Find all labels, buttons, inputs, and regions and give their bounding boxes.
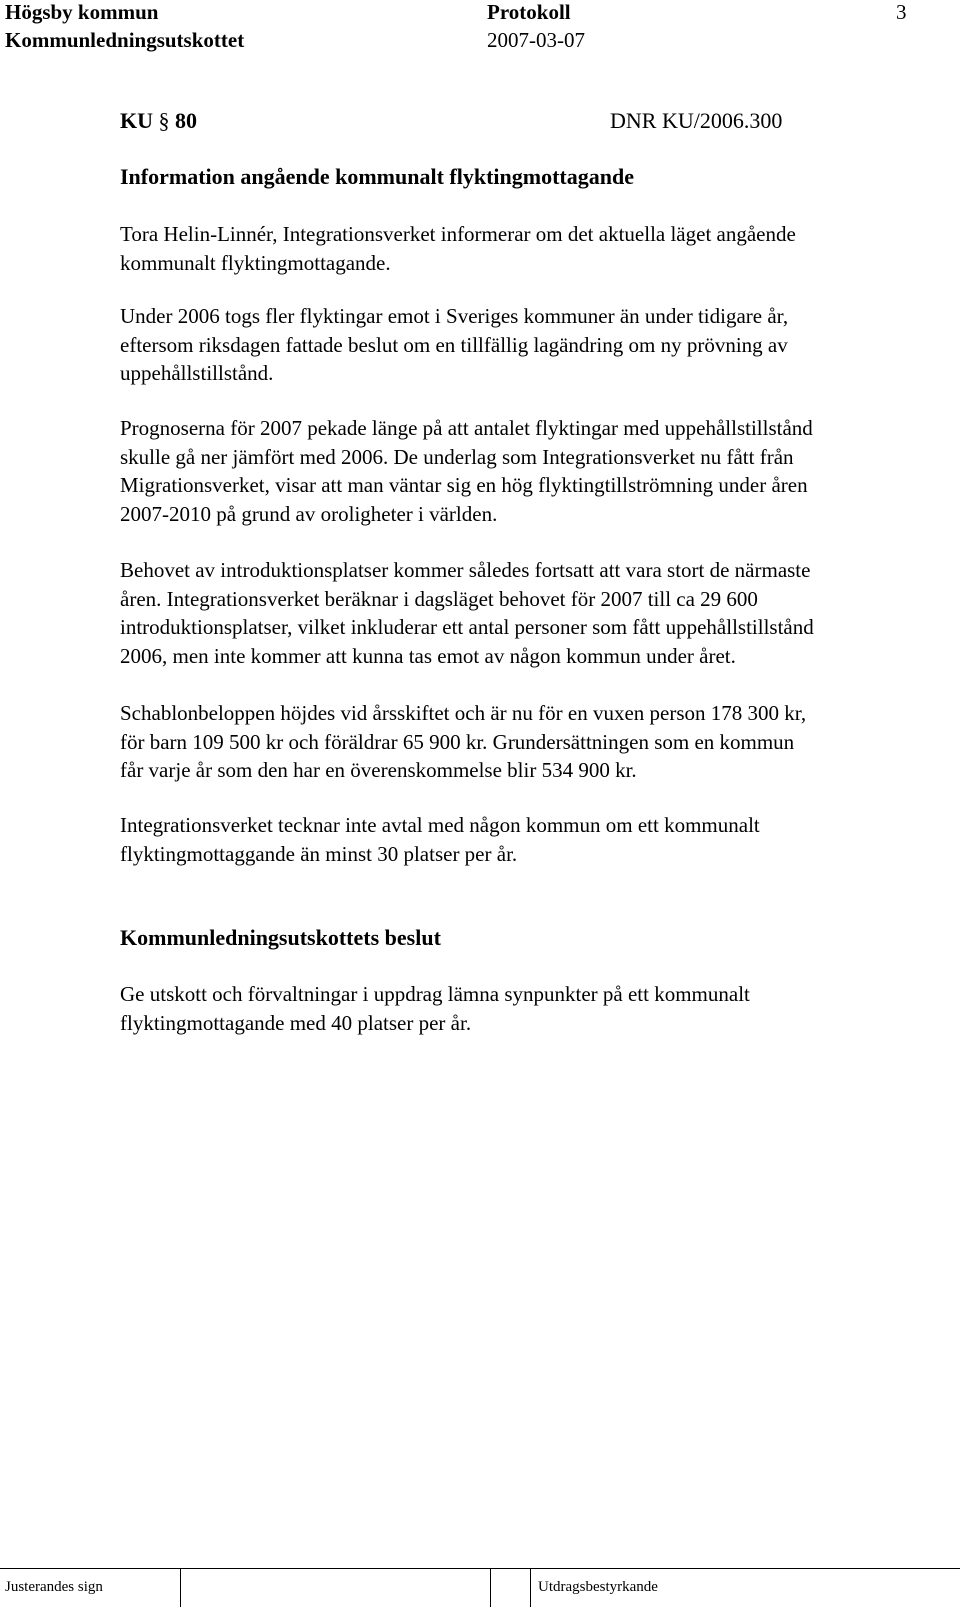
section-symbol: § [158, 108, 170, 133]
committee-name: Kommunledningsutskottet [5, 28, 245, 52]
paragraph-line: Integrationsverket tecknar inte avtal med någon kommun om ett kommunalt [120, 813, 760, 837]
adjuster-sign-label: Justerandes sign [5, 1579, 103, 1595]
case-number-value: 80 [175, 108, 197, 133]
paragraph [120, 699, 950, 785]
paragraph-line: kommunalt flyktingmottagande. [120, 250, 391, 275]
paragraph [120, 220, 950, 277]
paragraph-line: Tora Helin-Linnér, Integrationsverket informerar om det aktuella läget angående [120, 222, 796, 246]
page-number: 3 [896, 0, 907, 24]
decision-heading: Kommunledningsutskottets beslut [120, 925, 441, 950]
case-number [120, 108, 197, 134]
organization-name: Högsby kommun [5, 0, 159, 24]
paragraph-line: Under 2006 togs fler flyktingar emot i Sveriges kommuner än under tidigare år, [120, 304, 789, 328]
footer-divider [530, 1568, 531, 1607]
paragraph [120, 811, 950, 868]
paragraph-line: Prognoserna för 2007 pekade länge på att antalet flyktingar med uppehållstillstånd [120, 416, 813, 440]
case-prefix: KU [120, 108, 153, 133]
paragraph-line: uppehållstillstånd. [120, 361, 274, 385]
dnr-reference: DNR KU/2006.300 [610, 108, 783, 133]
item-title: Information angående kommunalt flyktingmottagande [120, 164, 634, 189]
paragraph-line: Migrationsverket, visar att man väntar sig en hög flyktingtillströmning under åren [120, 473, 808, 497]
document-type: Protokoll [487, 0, 571, 24]
paragraph-line: flyktingmottaggande än minst 30 platser per år. [120, 841, 518, 866]
paragraph-line: får varje år som den har en överenskommelse blir 534 900 kr. [120, 758, 637, 782]
paragraph-line: eftersom riksdagen fattade beslut om en tillfällig lagändring om ny prövning av [120, 332, 788, 357]
paragraph-line: skulle gå ner jämfört med 2006. De underlag som Integrationsverket nu fått från [120, 444, 794, 469]
meeting-date: 2007-03-07 [487, 28, 585, 52]
footer-rule [0, 1568, 960, 1569]
paragraph [120, 302, 950, 388]
paragraph [120, 556, 950, 670]
paragraph-line: 2007-2010 på grund av oroligheter i världen. [120, 501, 498, 526]
paragraph-line: Behovet av introduktionsplatser kommer således fortsatt att vara stort de närmaste [120, 558, 811, 582]
decision-line: Ge utskott och förvaltningar i uppdrag lämna synpunkter på ett kommunalt [120, 982, 750, 1006]
paragraph-line: för barn 109 500 kr och föräldrar 65 900 kr. Grundersättningen som en kommun [120, 729, 795, 754]
paragraph-line: åren. Integrationsverket beräknar i dagsläget behovet för 2007 till ca 29 600 [120, 586, 758, 611]
paragraph-line: introduktionsplatser, vilket inkluderar ett antal personer som fått uppehållstillstånd [120, 615, 814, 639]
decision-line: flyktingmottagande med 40 platser per år. [120, 1010, 472, 1035]
paragraph-line: Schablonbeloppen höjdes vid årsskiftet och är nu för en vuxen person 178 300 kr, [120, 701, 807, 725]
paragraph [120, 414, 950, 528]
extract-certifier-label: Utdragsbestyrkande [538, 1579, 658, 1595]
footer-divider [180, 1568, 181, 1607]
paragraph-line: 2006, men inte kommer att kunna tas emot av någon kommun under året. [120, 643, 736, 668]
footer-divider [490, 1568, 491, 1607]
decision-text [120, 980, 950, 1037]
